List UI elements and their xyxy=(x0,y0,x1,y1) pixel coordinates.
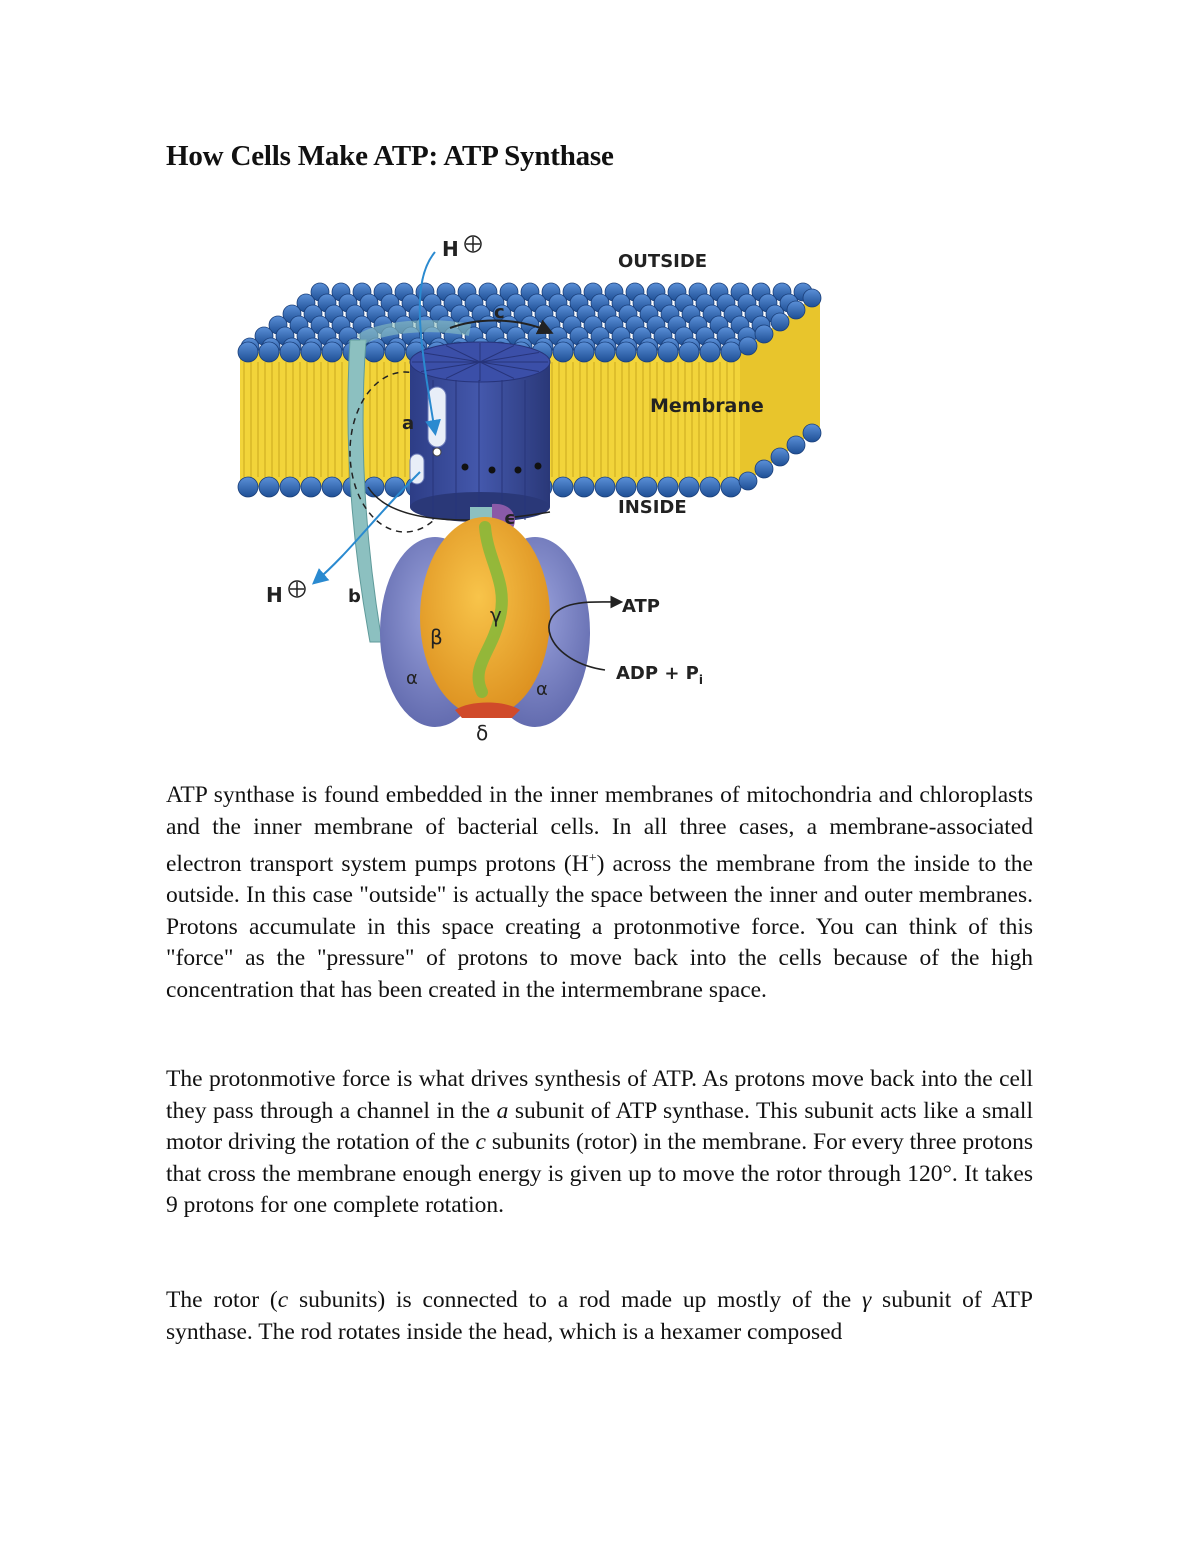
lipid-head xyxy=(595,342,615,362)
lipid-head xyxy=(322,342,342,362)
lipid-head xyxy=(803,289,821,307)
lipid-head xyxy=(787,436,805,454)
lipid-head xyxy=(771,313,789,331)
lipid-head xyxy=(739,472,757,490)
atp-synthase-figure xyxy=(230,222,830,752)
paragraph-1-superscript: + xyxy=(588,851,597,866)
lipid-head xyxy=(739,337,757,355)
lipid-head xyxy=(616,477,636,497)
lipid-head xyxy=(658,477,678,497)
lipid-head xyxy=(259,342,279,362)
lipid-head xyxy=(700,477,720,497)
lipid-head xyxy=(721,342,741,362)
gamma-label: γ xyxy=(490,603,502,627)
atp-synthase-diagram xyxy=(230,222,830,752)
lipid-head xyxy=(679,477,699,497)
lipid-head xyxy=(322,477,342,497)
lipid-head xyxy=(259,477,279,497)
paragraph-2-part-c: subunits (rotor) in the membrane. For every three protons that cross the membrane enough energy is given up to move the rotor through 120°. It takes 9 protons for one complete rotation. xyxy=(166,1129,1033,1218)
paragraph-2-part-a: The protonmotive force is what drives synthesis of ATP. As protons move back into the cell they pass through a channel in the xyxy=(166,1066,1033,1124)
lipid-head xyxy=(364,342,384,362)
lipid-head xyxy=(385,477,405,497)
a-label: a xyxy=(402,413,415,434)
paragraph-2-italic-a: a xyxy=(496,1097,509,1124)
paragraph-1-part-b: ) across the membrane from the inside to the outside. In this case "outside" is actually the space between the inner and outer membranes. Protons accumulate in this space creating a protonmotive force. You can think of this "force" as the "pressure" of protons to move back into the cells because of the high concentration that has been created in the intermembrane space. xyxy=(166,850,1033,1003)
outside-label: OUTSIDE xyxy=(618,251,708,272)
lipid-head xyxy=(803,424,821,442)
adp-subscript: i xyxy=(698,673,703,687)
lipid-head xyxy=(721,477,741,497)
lipid-head xyxy=(679,342,699,362)
adp-label xyxy=(616,663,703,687)
lipid-head xyxy=(637,477,657,497)
plus-circle-icon-top xyxy=(465,236,481,252)
paragraph-3-part-c: subunit of ATP synthase. The rod rotates inside the head, which is a hexamer composed xyxy=(166,1287,1033,1345)
lipid-head xyxy=(700,342,720,362)
epsilon-label: ϵ xyxy=(504,508,516,529)
lipid-head xyxy=(574,477,594,497)
proton-dot xyxy=(433,448,441,456)
lipid-head xyxy=(301,477,321,497)
lipid-head xyxy=(553,477,573,497)
paragraph-3-part-b: subunits) is connected to a rod made up mostly of the xyxy=(288,1287,862,1313)
c-label: c xyxy=(494,302,505,323)
plus-circle-icon-left xyxy=(289,581,305,597)
paragraph-3 xyxy=(166,1285,1033,1348)
lipid-head xyxy=(637,342,657,362)
paragraph-3-part-a: The rotor ( xyxy=(166,1287,278,1313)
lipid-head xyxy=(385,342,405,362)
lipid-head xyxy=(658,342,678,362)
adp-text: ADP + P xyxy=(616,663,699,684)
alpha-left-label: α xyxy=(406,668,418,689)
alpha-right-label: α xyxy=(536,679,548,700)
h-plus-left-label: H xyxy=(266,583,283,607)
lipid-head xyxy=(238,477,258,497)
lipid-head xyxy=(771,448,789,466)
h-plus-top-label: H xyxy=(442,237,459,261)
lipid-head xyxy=(280,342,300,362)
lipid-head xyxy=(787,301,805,319)
lipid-head xyxy=(301,342,321,362)
lipid-head xyxy=(238,342,258,362)
membrane-label: Membrane xyxy=(650,395,764,417)
paragraph-2-part-b: subunit of ATP synthase. This subunit acts like a small motor driving the rotation of the xyxy=(166,1097,1033,1155)
inside-label: INSIDE xyxy=(618,497,687,518)
lipid-head xyxy=(280,477,300,497)
lipid-head xyxy=(595,477,615,497)
paragraph-2-italic-c: c xyxy=(475,1129,486,1155)
lipid-head xyxy=(755,325,773,343)
paragraph-1-part-a: ATP synthase is found embedded in the inner membranes of mitochondria and chloroplasts and the inner membrane of bacterial cells. In all three cases, a membrane-associated electron transport system pumps protons (H xyxy=(166,782,1033,877)
lipid-head xyxy=(755,460,773,478)
document-title: How Cells Make ATP: ATP Synthase xyxy=(166,140,614,172)
paragraph-3-italic-c: c xyxy=(277,1287,289,1313)
proton-channel xyxy=(428,387,446,447)
paragraph-3-italic-gamma: γ xyxy=(861,1287,872,1313)
lipid-head xyxy=(574,342,594,362)
b-label: b xyxy=(348,586,361,607)
paragraph-1 xyxy=(166,780,1033,1006)
paragraph-2 xyxy=(166,1064,1033,1222)
beta-label: β xyxy=(430,625,443,649)
atp-label: ATP xyxy=(622,596,661,617)
lipid-head xyxy=(616,342,636,362)
delta-label: δ xyxy=(476,721,489,745)
lipid-head xyxy=(553,342,573,362)
